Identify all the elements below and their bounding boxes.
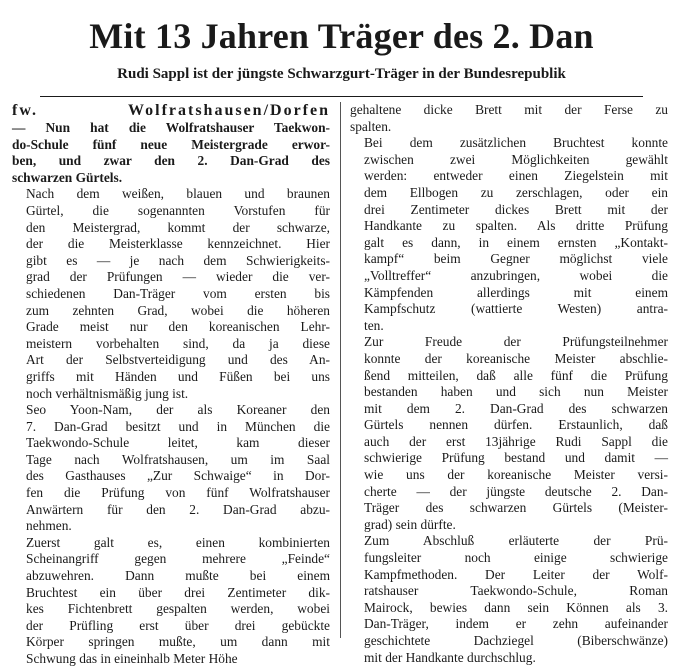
text-line: ßend mitteilen, daß alle fünf die Prüfung — [364, 367, 668, 383]
text-line: kampf“ beim Gegner möglichst viele — [364, 251, 668, 267]
text-line: auch der erst 13jährige Rudi Sappl die — [364, 433, 668, 449]
text-line: ten. — [364, 317, 384, 333]
text-line: Träger des schwarzen Gürtels (Meister- — [364, 500, 668, 516]
text-line: Kampfmethoden. Der Leiter der Wolf- — [364, 566, 668, 582]
text-line: geschichtete Dachziegel (Biberschwänze) — [364, 633, 668, 648]
paragraph — [350, 334, 668, 533]
text-line: Zuerst galt es, einen kombinierten — [26, 534, 330, 550]
headline-rule — [40, 96, 643, 97]
text-line: bestanden haben und sich nun Meister — [364, 384, 668, 400]
text-line: Nach dem weißen, blauen und braunen — [26, 186, 330, 202]
right-column — [350, 102, 668, 666]
text-line: noch verhältnismäßig jung ist. — [26, 385, 189, 401]
text-line: Körper springen mußte, um dann mit — [26, 634, 330, 650]
text-line: fungsleiter noch einige schwierige — [364, 550, 668, 566]
left-column — [12, 102, 330, 668]
text-line: schiedenen Dan-Träger vom ersten bis — [26, 285, 330, 301]
paragraph — [12, 402, 330, 535]
text-line: Zum Abschluß erläuterte der Prü- — [364, 533, 668, 549]
text-line: meistern vorbehalten sind, da ja diese — [26, 335, 330, 351]
text-line: Mairock, bewies dann sein Können als 3. — [364, 599, 668, 615]
text-line: Scheinangriff gegen mehrere „Feinde“ — [26, 551, 330, 567]
text-line: ratshauser Taekwondo-Schule, Roman — [364, 583, 668, 599]
text-line: gehaltene dicke Brett mit der Ferse zu — [350, 102, 668, 117]
text-line: nehmen. — [26, 518, 72, 534]
subheadline: Rudi Sappl ist der jüngste Schwarzgurt-Träger in der Bundesrepublik — [117, 66, 566, 82]
column-divider — [340, 102, 341, 638]
text-line: do-Schule fünf neue Meistergrade erwor- — [12, 136, 330, 152]
text-line: schwierige Prüfung bestand und damit — — [364, 450, 668, 466]
text-line: den Meistergrad, kommt der schwarze, — [26, 219, 330, 235]
text-line: Art der Selbstverteidigung und des An- — [26, 352, 330, 368]
text-line: Bei dem zusätzlichen Bruchtest konnte — [364, 135, 668, 151]
paragraph — [350, 135, 668, 334]
text-line: Seo Yoon-Nam, der als Koreaner den — [26, 402, 330, 418]
text-line: — Nun hat die Wolfratshauser Taekwon- — [12, 120, 330, 135]
text-line: grad) sein dürfte. — [364, 516, 456, 532]
text-line: schwarzen Gürtels. — [12, 169, 123, 185]
text-line: spalten. — [350, 118, 392, 134]
lead-paragraph — [12, 120, 330, 186]
text-line: Tage nach Wolfratshausen, um im Saal — [26, 451, 330, 467]
text-line: Dan-Träger, indem er zehn aufeinander — [364, 616, 668, 632]
text-line: griffs mit Händen und Füßen bei uns — [26, 368, 330, 384]
text-line: Kampfschutz (wattierte Westen) antra- — [364, 301, 668, 317]
right-column-text — [350, 102, 668, 666]
text-line: Schwung das in eineinhalb Meter Höhe — [26, 651, 238, 666]
paragraph — [350, 102, 668, 135]
text-line: grad der Prüfungen — wieder die ver- — [26, 269, 330, 285]
text-line: mit dem 2. Dan-Grad des schwarzen — [364, 400, 668, 416]
text-line: Zur Freude der Prüfungsteilnehmer — [364, 334, 668, 350]
paragraph — [12, 535, 330, 668]
text-line: konnte der koreanische Meister abschlie- — [364, 350, 668, 366]
text-line: 7. Dan-Grad besitzt und in München die — [26, 418, 330, 434]
text-line: Gürtels nennen dürfen. Erstaunlich, daß — [364, 417, 668, 433]
text-line: gibt es — je nach dem Schwierigkeits- — [26, 252, 330, 268]
text-line: kes Fichtenbrett gespalten werden, wobei — [26, 601, 330, 617]
text-line: der Prüfling erst über drei gebückte — [26, 617, 330, 633]
dateline-author: fw. — [12, 102, 38, 119]
text-line: Kämpfenden allerdings mit einem — [364, 284, 668, 300]
headline: Mit 13 Jahren Träger des 2. Dan — [89, 16, 594, 56]
text-line: „Volltreffer“ anzubringen, wobei die — [364, 267, 668, 283]
text-line: des Gasthauses „Zur Schwaige“ in Dor- — [26, 468, 330, 484]
text-line: fen die Prüfung von fünf Wolfratshauser — [26, 485, 330, 501]
text-line: Handkante zu spalten. Als dritte Prüfung — [364, 218, 668, 234]
paragraph — [350, 533, 668, 666]
text-line: ben, und zwar den 2. Dan-Grad des — [12, 153, 330, 169]
text-line: abzuwehren. Dann mußte bei einem — [26, 568, 330, 584]
text-line: zum zehnten Grad, wobei die höheren — [26, 302, 330, 318]
text-line: Anwärtern für den 2. Dan-Grad abzu- — [26, 501, 330, 517]
text-line: mit der Handkante durchschlug. — [364, 649, 536, 665]
left-column-text — [12, 120, 330, 668]
text-line: der die Meisterklasse kennzeichnet. Hier — [26, 236, 330, 252]
text-line: Gürtel, die sogenannten Vorstufen für — [26, 202, 330, 218]
article-body — [12, 102, 671, 666]
dateline-place: Wolfratshausen/Dorfen — [128, 102, 330, 119]
text-line: zwischen zwei Möglichkeiten gewählt — [364, 151, 668, 167]
dateline — [12, 102, 330, 120]
text-line: Bruchtest ein über drei Zentimeter dik- — [26, 584, 330, 600]
text-line: wie uns der koreanische Meister versi- — [364, 467, 668, 483]
text-line: werden: entweder einen Ziegelstein mit — [364, 168, 668, 184]
text-line: Taekwondo-Schule leitet, kam dieser — [26, 435, 330, 451]
text-line: dem Ellbogen zu zerschlagen, oder ein — [364, 184, 668, 200]
text-line: galt es dann, in einem ernsten „Kontakt- — [364, 234, 668, 250]
text-line: Grade meist nur den koreanischen Lehr- — [26, 319, 330, 335]
text-line: drei Zentimeter dickes Brett mit der — [364, 201, 668, 217]
text-line: cherte — der jüngste deutsche 2. Dan- — [364, 483, 668, 499]
paragraph — [12, 186, 330, 402]
